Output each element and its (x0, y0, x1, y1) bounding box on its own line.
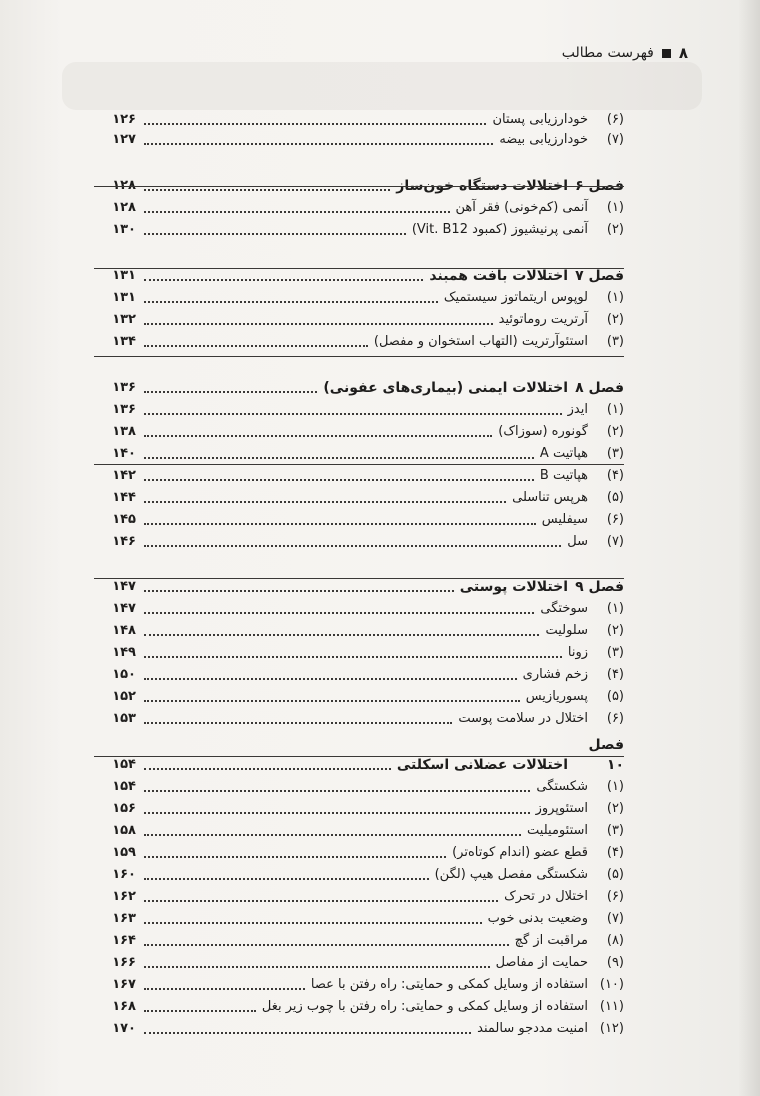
dot-leader (144, 812, 530, 814)
entry-index: (۱) (606, 200, 624, 215)
toc-entry[interactable] (94, 400, 624, 420)
chapter-entry[interactable] (94, 737, 624, 775)
dot-leader (144, 301, 438, 303)
toc-entry[interactable] (94, 953, 624, 973)
entry-page-number: ۱۵۳ (112, 711, 136, 726)
entry-index: (۴) (606, 667, 624, 682)
chapter-entry[interactable] (94, 266, 624, 286)
dot-leader (144, 944, 509, 946)
entry-page-number: ۱۴۸ (112, 623, 136, 638)
dot-leader (144, 634, 539, 636)
entry-index: (۸) (606, 933, 624, 948)
dot-leader (144, 900, 498, 902)
entry-title: استئومیلیت (527, 823, 588, 838)
dot-leader (144, 988, 305, 990)
entry-index: (۹) (606, 955, 624, 970)
entry-page-number: ۱۶۲ (112, 889, 136, 904)
entry-index: (۳) (606, 446, 624, 461)
entry-title: شکستگی (536, 779, 588, 794)
dot-leader (144, 722, 452, 724)
entry-title: ایدز (567, 402, 588, 417)
section-divider (94, 464, 624, 465)
entry-title: آنمی پرنیشیوز (کمبود Vit. B12) (411, 222, 588, 237)
entry-title: هرپس تناسلی (512, 490, 588, 505)
chapter-entry[interactable] (94, 378, 624, 398)
entry-title: استفاده از وسایل کمکی و حمایتی: راه رفتن با چوب زیر بغل (261, 999, 588, 1014)
dot-leader (144, 656, 562, 658)
dot-leader (144, 700, 520, 702)
entry-page-number: ۱۵۲ (112, 689, 136, 704)
dot-leader (144, 279, 423, 281)
entry-title: خودارزیابی پستان (492, 112, 588, 127)
section-divider (94, 756, 624, 757)
chapter-number: فصل ۱۰ (588, 737, 624, 773)
entry-index: (۱) (606, 402, 624, 417)
toc-entry[interactable] (94, 288, 624, 308)
bleed-through-banner (62, 62, 702, 110)
entry-index: (۷) (606, 132, 624, 147)
chapter-title: اختلالات ایمنی (بیماری‌های عفونی) (323, 380, 568, 396)
toc-entry[interactable] (94, 621, 624, 641)
dot-leader (144, 523, 536, 525)
entry-index: (۳) (606, 334, 624, 349)
toc-entry[interactable] (94, 887, 624, 907)
entry-index: (۴) (606, 845, 624, 860)
entry-page-number: ۱۶۰ (112, 867, 136, 882)
entry-title: استفاده از وسایل کمکی و حمایتی: راه رفتن با عصا (310, 977, 588, 992)
toc-entry[interactable] (94, 709, 624, 729)
entry-index: (۷) (606, 911, 624, 926)
entry-index: (۲) (606, 623, 624, 638)
entry-page-number: ۱۳۰ (112, 222, 136, 237)
dot-leader (144, 323, 493, 325)
toc-entry[interactable] (94, 865, 624, 885)
dot-leader (144, 413, 562, 415)
entry-page-number: ۱۶۸ (112, 999, 136, 1014)
entry-index: (۲) (606, 222, 624, 237)
toc-entry[interactable] (94, 777, 624, 797)
toc-entry[interactable] (94, 909, 624, 929)
entry-title: هپاتیت B (539, 468, 588, 483)
entry-page-number: ۱۳۸ (112, 424, 136, 439)
entry-page-number: ۱۶۶ (112, 955, 136, 970)
entry-index: (۱) (606, 290, 624, 305)
dot-leader (144, 590, 454, 592)
toc-entry[interactable] (94, 198, 624, 218)
entry-page-number: ۱۴۷ (112, 579, 136, 594)
dot-leader (144, 345, 368, 347)
entry-title: حمایت از مفاصل (495, 955, 588, 970)
toc-entry[interactable] (94, 997, 624, 1017)
entry-page-number: ۱۴۶ (112, 534, 136, 549)
chapter-title: اختلالات بافت همبند (429, 268, 568, 284)
toc-entry[interactable] (94, 466, 624, 486)
dot-leader (144, 435, 492, 437)
dot-leader (144, 768, 391, 770)
toc-entry[interactable] (94, 310, 624, 330)
entry-page-number: ۱۵۰ (112, 667, 136, 682)
toc-entry[interactable] (94, 332, 624, 352)
entry-title: سلولیت (545, 623, 588, 638)
entry-page-number: ۱۵۴ (112, 757, 136, 772)
entry-index: (۱۲) (599, 1021, 624, 1036)
dot-leader (144, 545, 561, 547)
entry-title: سل (567, 534, 588, 549)
toc-entry[interactable] (94, 687, 624, 707)
entry-index: (۵) (606, 867, 624, 882)
page-edge-shadow (738, 0, 760, 1096)
chapter-number: فصل ۷ (575, 268, 624, 284)
entry-page-number: ۱۶۷ (112, 977, 136, 992)
chapter-number: فصل ۸ (575, 380, 624, 396)
toc-entry[interactable] (94, 821, 624, 841)
entry-page-number: ۱۷۰ (112, 1021, 136, 1036)
dot-leader (144, 143, 493, 145)
toc-entry[interactable] (94, 422, 624, 442)
section-divider (94, 356, 624, 357)
entry-page-number: ۱۲۶ (112, 112, 136, 127)
dot-leader (144, 922, 482, 924)
dot-leader (144, 856, 446, 858)
dot-leader (144, 391, 317, 393)
dot-leader (144, 479, 534, 481)
entry-title: گونوره (سوزاک) (498, 424, 588, 439)
dot-leader (144, 1010, 256, 1012)
entry-title: استئوپروز (535, 801, 588, 816)
section-divider (94, 268, 624, 269)
entry-title: امنیت مددجو سالمند (477, 1021, 588, 1036)
entry-title: هپاتیت A (539, 446, 588, 461)
entry-index: (۶) (606, 112, 624, 127)
dot-leader (144, 501, 506, 503)
chapter-title: اختلالات عضلانی اسکلتی (396, 757, 568, 773)
entry-page-number: ۱۴۷ (112, 601, 136, 616)
entry-index: (۲) (606, 424, 624, 439)
entry-index: (۶) (606, 711, 624, 726)
entry-page-number: ۱۵۸ (112, 823, 136, 838)
entry-page-number: ۱۳۶ (112, 402, 136, 417)
entry-title: اختلال در سلامت پوست (458, 711, 588, 726)
toc-entry[interactable] (94, 799, 624, 819)
entry-index: (۴) (606, 468, 624, 483)
entry-title: خودارزیابی بیضه (499, 132, 588, 147)
entry-page-number: ۱۵۶ (112, 801, 136, 816)
entry-index: (۶) (606, 512, 624, 527)
square-bullet-icon (662, 49, 671, 58)
entry-page-number: ۱۳۱ (112, 268, 136, 283)
dot-leader (144, 790, 530, 792)
toc-entry[interactable] (94, 488, 624, 508)
chapter-title: اختلالات دستگاه خون‌ساز (396, 178, 568, 194)
entry-page-number: ۱۳۶ (112, 380, 136, 395)
entry-index: (۷) (606, 534, 624, 549)
entry-title: استئوآرتریت (التهاب استخوان و مفصل) (373, 334, 588, 349)
chapter-number: فصل ۹ (575, 579, 624, 595)
entry-page-number: ۱۴۵ (112, 512, 136, 527)
entry-index: (۱) (606, 779, 624, 794)
entry-page-number: ۱۳۲ (112, 312, 136, 327)
entry-title: مراقبت از گچ (514, 933, 588, 948)
dot-leader (144, 612, 534, 614)
entry-title: آرتریت روماتوئید (498, 312, 588, 327)
entry-page-number: ۱۲۸ (112, 178, 136, 193)
chapter-entry[interactable] (94, 577, 624, 597)
entry-index: (۲) (606, 801, 624, 816)
entry-title: اختلال در تحرک (504, 889, 588, 904)
entry-index: (۲) (606, 312, 624, 327)
toc-entry[interactable] (94, 931, 624, 951)
entry-title: آنمی (کم‌خونی) فقر آهن (455, 200, 588, 215)
entry-page-number: ۱۵۴ (112, 779, 136, 794)
dot-leader (144, 457, 534, 459)
section-divider (94, 186, 624, 187)
entry-page-number: ۱۶۳ (112, 911, 136, 926)
entry-title: زخم فشاری (522, 667, 588, 682)
entry-page-number: ۱۵۹ (112, 845, 136, 860)
entry-index: (۱) (606, 601, 624, 616)
running-header (562, 44, 688, 62)
entry-page-number: ۱۲۸ (112, 200, 136, 215)
entry-index: (۵) (606, 689, 624, 704)
toc-entry[interactable] (94, 510, 624, 530)
entry-title: شکستگی مفصل هیپ (لگن) (434, 867, 588, 882)
toc-entry[interactable] (94, 110, 624, 130)
entry-index: (۳) (606, 645, 624, 660)
entry-index: (۳) (606, 823, 624, 838)
dot-leader (144, 1032, 471, 1034)
dot-leader (144, 233, 406, 235)
entry-index: (۱۰) (599, 977, 624, 992)
toc-entry[interactable] (94, 665, 624, 685)
toc-entry[interactable] (94, 444, 624, 464)
chapter-title: اختلالات پوستی (459, 579, 568, 595)
entry-title: سیفلیس (541, 512, 588, 527)
entry-page-number: ۱۴۴ (112, 490, 136, 505)
entry-index: (۱۱) (599, 999, 624, 1014)
page-number: ۸ (678, 44, 688, 62)
dot-leader (144, 678, 517, 680)
entry-title: سوختگی (540, 601, 588, 616)
toc-entry[interactable] (94, 975, 624, 995)
entry-title: لوپوس اریتماتوز سیستمیک (443, 290, 588, 305)
entry-page-number: ۱۴۲ (112, 468, 136, 483)
chapter-number: فصل ۶ (575, 178, 624, 194)
entry-title: پسوریازیس (525, 689, 588, 704)
entry-page-number: ۱۶۴ (112, 933, 136, 948)
dot-leader (144, 834, 521, 836)
toc-entry[interactable] (94, 843, 624, 863)
dot-leader (144, 211, 450, 213)
toc-entry[interactable] (94, 599, 624, 619)
dot-leader (144, 878, 429, 880)
toc-entry[interactable] (94, 130, 624, 150)
entry-title: قطع عضو (اندام کوتاه‌تر) (452, 845, 588, 860)
entry-page-number: ۱۴۹ (112, 645, 136, 660)
entry-page-number: ۱۲۷ (112, 132, 136, 147)
dot-leader (144, 123, 486, 125)
section-divider (94, 578, 624, 579)
dot-leader (144, 966, 490, 968)
toc-entry[interactable] (94, 643, 624, 663)
entry-index: (۶) (606, 889, 624, 904)
dot-leader (144, 189, 390, 191)
entry-page-number: ۱۴۰ (112, 446, 136, 461)
entry-index: (۵) (606, 490, 624, 505)
header-title: فهرست مطالب (561, 45, 654, 61)
toc-entry[interactable] (94, 532, 624, 552)
toc-entry[interactable] (94, 1019, 624, 1039)
entry-page-number: ۱۳۱ (112, 290, 136, 305)
entry-page-number: ۱۳۴ (112, 334, 136, 349)
entry-title: زونا (567, 645, 588, 660)
toc-entry[interactable] (94, 220, 624, 240)
entry-title: وضعیت بدنی خوب (487, 911, 588, 926)
